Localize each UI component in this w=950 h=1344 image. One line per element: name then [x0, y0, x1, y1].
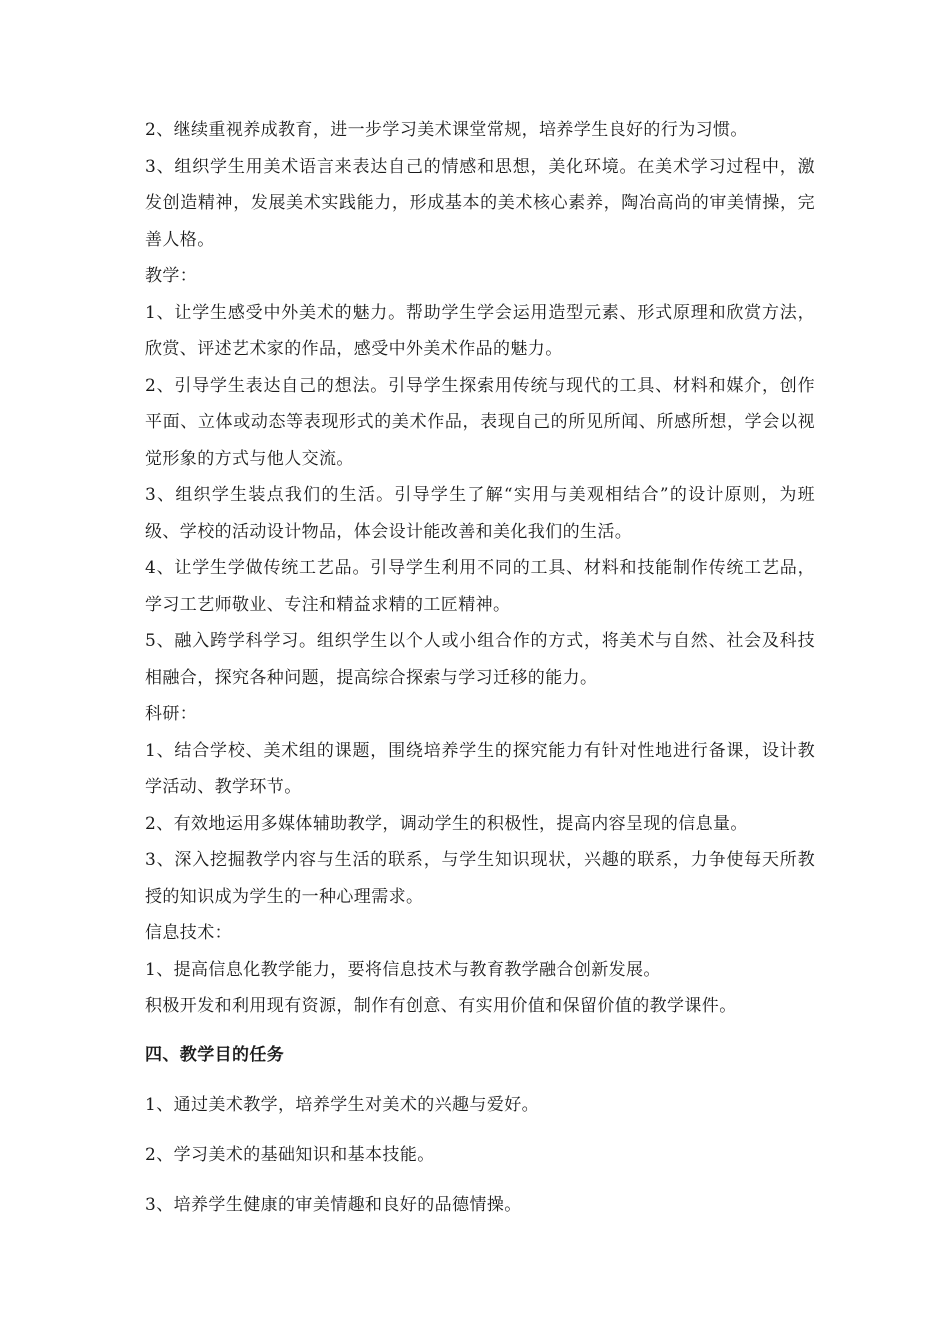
- paragraph: 3、深入挖掘教学内容与生活的联系，与学生知识现状，兴趣的联系，力争使每天所教授的知识成为学生的一种心理需求。: [145, 850, 815, 907]
- subheading-it: 信息技术：: [145, 923, 232, 943]
- section-heading: 四、教学目的任务: [145, 1044, 285, 1065]
- paragraph: 积极开发和利用现有资源，制作有创意、有实用价值和保留价值的教学课件。: [145, 996, 737, 1016]
- task-item: 3、培养学生健康的审美情趣和良好的品德情操。: [145, 1194, 522, 1215]
- subheading-research: 科研：: [145, 704, 198, 724]
- paragraph: 3、组织学生用美术语言来表达自己的情感和思想，美化环境。在美术学习过程中，激发创造精神，发展美术实践能力，形成基本的美术核心素养，陶冶高尚的审美情操，完善人格。: [145, 156, 815, 250]
- paragraph: 4、让学生学做传统工艺品。引导学生利用不同的工具、材料和技能制作传统工艺品，学习工艺师敬业、专注和精益求精的工匠精神。: [145, 558, 815, 615]
- subheading-teaching: 教学：: [145, 266, 198, 286]
- paragraph: 5、融入跨学科学习。组织学生以个人或小组合作的方式，将美术与自然、社会及科技相融合，探究各种问题，提高综合探索与学习迁移的能力。: [145, 631, 815, 688]
- paragraph: 2、引导学生表达自己的想法。引导学生探索用传统与现代的工具、材料和媒介，创作平面、立体或动态等表现形式的美术作品，表现自己的所见所闻、所感所想，学会以视觉形象的方式与他人交流。: [145, 375, 815, 469]
- paragraph: 1、结合学校、美术组的课题，围绕培养学生的探究能力有针对性地进行备课，设计教学活动、教学环节。: [145, 740, 815, 797]
- paragraph: 2、继续重视养成教育，进一步学习美术课堂常规，培养学生良好的行为习惯。: [145, 120, 748, 140]
- task-item: 1、通过美术教学，培养学生对美术的兴趣与爱好。: [145, 1094, 540, 1115]
- paragraph: 1、让学生感受中外美术的魅力。帮助学生学会运用造型元素、形式原理和欣赏方法，欣赏、评述艺术家的作品，感受中外美术作品的魅力。: [145, 302, 815, 359]
- paragraph: 2、有效地运用多媒体辅助教学，调动学生的积极性，提高内容呈现的信息量。: [145, 813, 748, 834]
- task-item: 2、学习美术的基础知识和基本技能。: [145, 1144, 435, 1165]
- paragraph: 1、提高信息化教学能力，要将信息技术与教育教学融合创新发展。: [145, 959, 661, 980]
- paragraph: 3、组织学生装点我们的生活。引导学生了解“实用与美观相结合”的设计原则，为班级、学校的活动设计物品，体会设计能改善和美化我们的生活。: [145, 485, 815, 542]
- document-body: [145, 112, 815, 1223]
